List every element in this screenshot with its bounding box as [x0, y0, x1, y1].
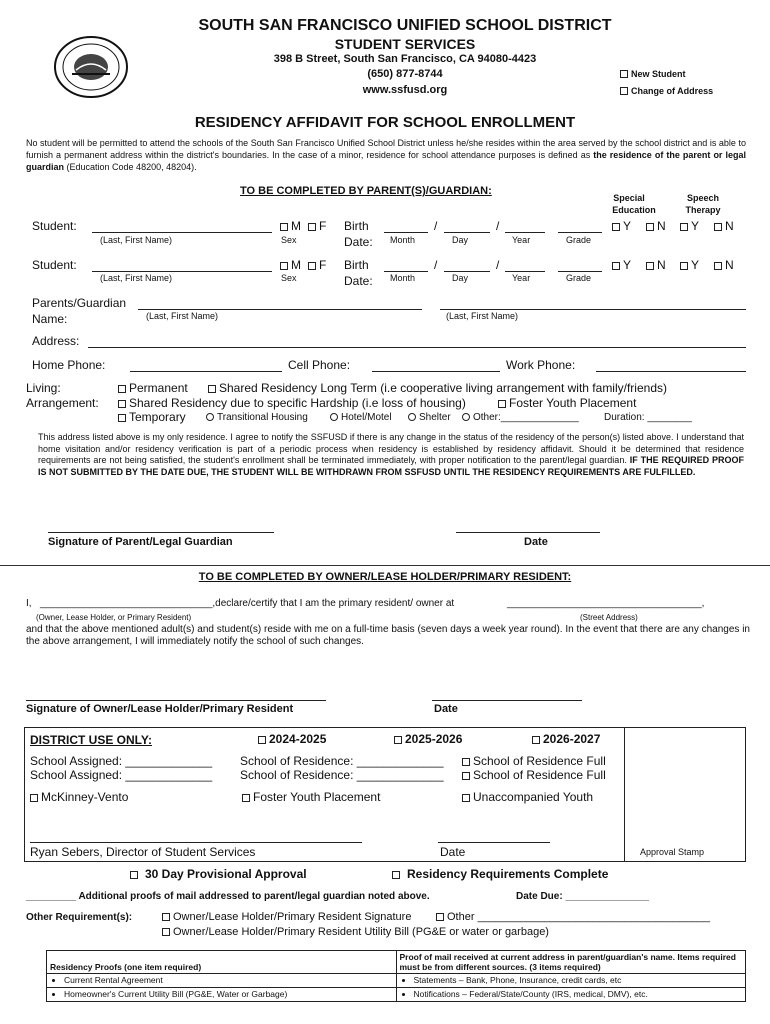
yes-label: Y — [623, 258, 632, 272]
parent-2-name-field[interactable] — [440, 309, 746, 310]
checkbox-icon — [462, 794, 470, 802]
female-label: F — [319, 219, 327, 233]
student-1-female-checkbox[interactable] — [308, 219, 326, 233]
work-phone-label: Work Phone: — [506, 358, 576, 372]
intro-text: No student will be permitted to attend the schools of the South San Francisco Unified School District unless he/she resides within the area served by the school district and is able to furnish a permanent address within the district's boundaries. In the case of a minor, residence for school attendance purposes is defined as — [26, 138, 746, 160]
checkbox-icon — [162, 928, 170, 936]
student-1-day-field[interactable] — [444, 232, 490, 233]
duration-field[interactable]: Duration: ________ — [604, 412, 692, 423]
additional-proofs-field[interactable]: _________ Additional proofs of mail addressed to parent/legal guardian noted above. — [26, 891, 430, 902]
statement-text: This address listed above is my only residence. I agree to notify the SSFUSD if there is any change in the status of the residency of the person(s) listed above. I understand that home visitation and/or residency verification is part of a periodic process when residency is established by residency affidavit. Should it be determined that residence requirements are not being satisfied, the student's enrollment shall be terminated immediately, with proper notification to the parent/legal guardian. — [38, 432, 744, 465]
permanent-checkbox[interactable] — [118, 381, 188, 395]
residence-full-label: School of Residence Full — [473, 754, 606, 768]
proofs-left-head-cell — [47, 951, 397, 974]
school-assigned-2[interactable]: School Assigned: _____________ — [30, 768, 213, 782]
male-label: M — [291, 258, 301, 272]
date-label: Date: — [344, 235, 373, 249]
owner-i-label: I, — [26, 598, 32, 609]
school-residence-1[interactable]: School of Residence: _____________ — [240, 754, 444, 768]
hotel-radio[interactable] — [330, 412, 392, 423]
checkbox-icon — [208, 385, 216, 393]
district-website: www.ssfusd.org — [362, 84, 448, 96]
checkbox-icon — [118, 400, 126, 408]
checkbox-icon — [462, 758, 470, 766]
permanent-label: Permanent — [129, 381, 188, 395]
work-phone-field[interactable] — [596, 371, 746, 372]
slash: / — [434, 258, 438, 272]
list-item: • Current Rental Agreement — [64, 975, 393, 986]
shared-hardship-checkbox[interactable] — [118, 396, 466, 410]
student-1-speech-yes[interactable] — [680, 219, 699, 233]
parents-label: Parents/Guardian — [32, 296, 127, 310]
intro-paragraph — [26, 137, 746, 173]
student-2-sped-no[interactable] — [646, 258, 666, 272]
proofs-right-head-cell — [396, 951, 746, 974]
student-2-male-checkbox[interactable] — [280, 258, 301, 272]
no-label: N — [657, 258, 666, 272]
complete-label: Residency Requirements Complete — [407, 867, 609, 881]
residence-full-checkbox-2[interactable] — [462, 768, 606, 782]
foster-label: Foster Youth Placement — [509, 396, 637, 410]
proofs-left-item-cell — [47, 988, 397, 1002]
checkbox-icon — [646, 262, 654, 270]
student-1-male-checkbox[interactable] — [280, 219, 301, 233]
living-label: Living: — [26, 381, 61, 395]
complete-checkbox[interactable] — [392, 867, 608, 881]
req-utility-label: Owner/Lease Holder/Primary Resident Utility Bill (PG&E or water or garbage) — [173, 926, 549, 938]
checkbox-icon — [308, 262, 316, 270]
checkbox-icon — [714, 223, 722, 231]
checkbox-icon — [680, 223, 688, 231]
student-1-name-hint: (Last, First Name) — [100, 235, 173, 245]
year-hint: Year — [512, 273, 531, 283]
residency-proofs-table — [46, 950, 746, 1002]
statement-bold: IF THE REQUIRED PROOF IS NOT SUBMITTED BY THE DATE DUE, THE STUDENT WILL BE WITHDRAWN FROM SSFUSD UNTIL THE RESIDENCY REQUIREMENTS ARE FULFILLED. — [38, 455, 744, 477]
year-2025-checkbox[interactable] — [394, 732, 462, 746]
student-2-name-hint: (Last, First Name) — [100, 273, 173, 283]
radio-icon — [206, 413, 214, 421]
cell-phone-label: Cell Phone: — [288, 358, 351, 372]
parent-1-name-field[interactable] — [138, 309, 422, 310]
owner-signature-label: Signature of Owner/Lease Holder/Primary Resident — [26, 703, 294, 715]
checkbox-icon — [242, 794, 250, 802]
student-2-year-field[interactable] — [505, 271, 545, 272]
temporary-label: Temporary — [129, 410, 186, 424]
year-2026-label: 2026-2027 — [543, 732, 601, 746]
owner-reside-statement: and that the above mentioned adult(s) and student(s) reside with me on a full-time basis (seven days a week year round). In the event that there are any changes in the above arrangement, I will immediately notify the school of such changes. — [26, 624, 750, 647]
unaccompanied-checkbox[interactable] — [462, 790, 593, 804]
residence-full-label: School of Residence Full — [473, 768, 606, 782]
change-address-checkbox[interactable] — [620, 86, 713, 96]
checkbox-icon — [280, 262, 288, 270]
proofs-right-item-cell — [396, 988, 746, 1002]
parent-signature-label: Signature of Parent/Legal Guardian — [48, 536, 233, 548]
form-title: RESIDENCY AFFIDAVIT FOR SCHOOL ENROLLMENT — [194, 114, 576, 131]
student-2-name-field[interactable] — [92, 271, 272, 272]
owner-date-label: Date — [434, 703, 458, 715]
provisional-checkbox[interactable] — [130, 867, 307, 881]
owner-date-field[interactable] — [432, 700, 582, 701]
no-label: N — [657, 219, 666, 233]
home-phone-label: Home Phone: — [32, 358, 106, 372]
transitional-label: Transitional Housing — [217, 412, 308, 423]
checkbox-icon — [714, 262, 722, 270]
req-other-label: Other ______________________________________ — [447, 911, 711, 923]
student-2-month-field[interactable] — [384, 271, 428, 272]
parents-name-label: Name: — [32, 312, 68, 326]
checkbox-icon — [130, 871, 138, 879]
student-2-female-checkbox[interactable] — [308, 258, 326, 272]
student-1-month-field[interactable] — [384, 232, 428, 233]
hotel-label: Hotel/Motel — [341, 412, 392, 423]
student-2-grade-field[interactable] — [558, 271, 602, 272]
proofs-right-head: Proof of mail received at current address in parent/guardian's name. Items required must be from different sources. (3 items required) — [399, 952, 736, 972]
req-signature-label: Owner/Lease Holder/Primary Resident Signature — [173, 911, 412, 923]
parent-section-heading: TO BE COMPLETED BY PARENT(S)/GUARDIAN: — [240, 185, 492, 197]
checkbox-icon — [436, 913, 444, 921]
district-foster-label: Foster Youth Placement — [253, 790, 381, 804]
checkbox-icon — [394, 736, 402, 744]
checkbox-icon — [498, 400, 506, 408]
req-other-checkbox[interactable] — [436, 911, 710, 923]
new-student-label: New Student — [631, 69, 686, 79]
student-1-year-field[interactable] — [505, 232, 545, 233]
address-field[interactable] — [88, 347, 746, 348]
day-hint: Day — [452, 235, 469, 245]
mckinney-label: McKinney-Vento — [41, 790, 129, 804]
owner-section-heading: TO BE COMPLETED BY OWNER/LEASE HOLDER/PRIMARY RESIDENT: — [198, 571, 572, 583]
other-radio[interactable] — [462, 412, 579, 423]
checkbox-icon — [308, 223, 316, 231]
residency-statement — [38, 432, 744, 478]
checkbox-icon — [620, 87, 628, 95]
year-2024-checkbox[interactable] — [258, 732, 326, 746]
mckinney-vento-checkbox[interactable] — [30, 790, 128, 804]
checkbox-icon — [612, 223, 620, 231]
yes-label: Y — [691, 258, 700, 272]
month-hint: Month — [390, 235, 416, 245]
student-2-label: Student: — [32, 258, 77, 272]
list-item: • Homeowner's Current Utility Bill (PG&E, Water or Garbage) — [64, 989, 393, 1000]
director-date-label: Date — [440, 845, 466, 859]
district-address: 398 B Street, South San Francisco, CA 94080-4423 — [273, 53, 537, 65]
director-date-field[interactable] — [438, 842, 550, 843]
other-requirements-label: Other Requirement(s): — [26, 912, 133, 923]
checkbox-icon — [532, 736, 540, 744]
student-1-speech-no[interactable] — [714, 219, 734, 233]
year-hint: Year — [512, 235, 531, 245]
checkbox-icon — [612, 262, 620, 270]
parent-date-label: Date — [524, 536, 548, 548]
student-2-speech-yes[interactable] — [680, 258, 699, 272]
sex-hint: Sex — [281, 273, 297, 283]
shared-long-term-checkbox[interactable] — [208, 381, 667, 395]
checkbox-icon — [680, 262, 688, 270]
birth-label: Birth — [344, 258, 369, 272]
director-signature-field[interactable] — [30, 842, 362, 843]
temporary-checkbox[interactable] — [118, 410, 186, 424]
year-2024-label: 2024-2025 — [269, 732, 327, 746]
parent-1-hint: (Last, First Name) — [146, 311, 219, 321]
checkbox-icon — [162, 913, 170, 921]
district-foster-checkbox[interactable] — [242, 790, 380, 804]
intro-tail: (Education Code 48200, 48204). — [64, 162, 197, 172]
checkbox-icon — [118, 414, 126, 422]
student-2-day-field[interactable] — [444, 271, 490, 272]
radio-icon — [462, 413, 470, 421]
checkbox-icon — [392, 871, 400, 879]
shelter-label: Shelter — [419, 412, 451, 423]
shared-long-label: Shared Residency Long Term (i.e cooperative living arrangement with family/friends) — [219, 381, 667, 395]
foster-youth-checkbox[interactable] — [498, 396, 636, 410]
shared-hardship-label: Shared Residency due to specific Hardship (i.e loss of housing) — [129, 396, 466, 410]
proofs-left-head: Residency Proofs (one item required) — [50, 962, 202, 972]
owner-name-hint: (Owner, Lease Holder, or Primary Resident) — [36, 613, 192, 622]
req-utility-checkbox[interactable] — [162, 926, 549, 938]
list-item: • Statements – Bank, Phone, Insurance, credit cards, etc — [414, 975, 743, 986]
speech-header: Speech — [686, 193, 719, 203]
day-hint: Day — [452, 273, 469, 283]
yes-label: Y — [623, 219, 632, 233]
list-item: • Notifications – Federal/State/County (IRS, medical, DMV), etc. — [414, 989, 743, 1000]
date-label: Date: — [344, 274, 373, 288]
grade-hint: Grade — [566, 273, 592, 283]
student-1-label: Student: — [32, 219, 77, 233]
owner-street-field[interactable]: ___________________________________, — [507, 598, 705, 609]
radio-icon — [408, 413, 416, 421]
parent-2-hint: (Last, First Name) — [446, 311, 519, 321]
checkbox-icon — [462, 772, 470, 780]
special-ed-header-2: Education — [612, 205, 656, 215]
checkbox-icon — [620, 70, 628, 78]
male-label: M — [291, 219, 301, 233]
slash: / — [496, 219, 500, 233]
radio-icon — [330, 413, 338, 421]
new-student-checkbox[interactable] — [620, 69, 686, 79]
special-ed-header: Special — [613, 193, 645, 203]
proofs-left-item-cell — [47, 974, 397, 988]
yes-label: Y — [691, 219, 700, 233]
checkbox-icon — [646, 223, 654, 231]
change-address-label: Change of Address — [631, 86, 714, 96]
section-divider — [0, 565, 770, 566]
other-label: Other:______________ — [473, 412, 579, 423]
req-signature-checkbox[interactable] — [162, 911, 411, 923]
arrangement-label: Arrangement: — [26, 396, 99, 410]
cell-phone-field[interactable] — [372, 371, 500, 372]
month-hint: Month — [390, 273, 416, 283]
approval-stamp-label: Approval Stamp — [640, 847, 705, 857]
student-2-sped-yes[interactable] — [612, 258, 631, 272]
slash: / — [434, 219, 438, 233]
speech-header-2: Therapy — [685, 205, 721, 215]
female-label: F — [319, 258, 327, 272]
no-label: N — [725, 258, 734, 272]
district-use-heading: DISTRICT USE ONLY: — [30, 733, 153, 747]
district-phone: (650) 877-8744 — [367, 68, 443, 80]
shelter-radio[interactable] — [408, 412, 451, 423]
address-label: Address: — [32, 334, 80, 348]
checkbox-icon — [30, 794, 38, 802]
student-1-grade-field[interactable] — [558, 232, 602, 233]
school-assigned-1[interactable]: School Assigned: _____________ — [30, 754, 213, 768]
owner-declare-field[interactable]: _______________________________,declare/certify that I am the primary resident/ owner at — [40, 598, 455, 609]
year-2025-label: 2025-2026 — [405, 732, 463, 746]
provisional-label: 30 Day Provisional Approval — [145, 867, 307, 881]
department-name: STUDENT SERVICES — [334, 36, 476, 52]
birth-label: Birth — [344, 219, 369, 233]
proofs-right-item-cell — [396, 974, 746, 988]
parent-date-field[interactable] — [456, 532, 600, 533]
director-label: Ryan Sebers, Director of Student Services — [30, 845, 256, 859]
no-label: N — [725, 219, 734, 233]
student-1-name-field[interactable] — [92, 232, 272, 233]
date-due-field[interactable]: Date Due: _______________ — [516, 891, 649, 902]
checkbox-icon — [118, 385, 126, 393]
student-1-sped-yes[interactable] — [612, 219, 631, 233]
school-residence-2[interactable]: School of Residence: _____________ — [240, 768, 444, 782]
slash: / — [496, 258, 500, 272]
district-name: SOUTH SAN FRANCISCO UNIFIED SCHOOL DISTRICT — [198, 17, 612, 34]
intro-bold: the residence of the parent or legal guardian — [26, 150, 746, 172]
street-address-hint: (Street Address) — [580, 613, 638, 622]
owner-signature-field[interactable] — [26, 700, 326, 701]
student-2-speech-no[interactable] — [714, 258, 734, 272]
checkbox-icon — [280, 223, 288, 231]
checkbox-icon — [258, 736, 266, 744]
sex-hint: Sex — [281, 235, 297, 245]
residence-full-checkbox-1[interactable] — [462, 754, 606, 768]
unaccompanied-label: Unaccompanied Youth — [473, 790, 594, 804]
student-1-sped-no[interactable] — [646, 219, 666, 233]
year-2026-checkbox[interactable] — [532, 732, 600, 746]
parent-signature-field[interactable] — [48, 532, 274, 533]
home-phone-field[interactable] — [130, 371, 282, 372]
grade-hint: Grade — [566, 235, 592, 245]
stamp-divider — [624, 727, 625, 862]
transitional-radio[interactable] — [206, 412, 308, 423]
